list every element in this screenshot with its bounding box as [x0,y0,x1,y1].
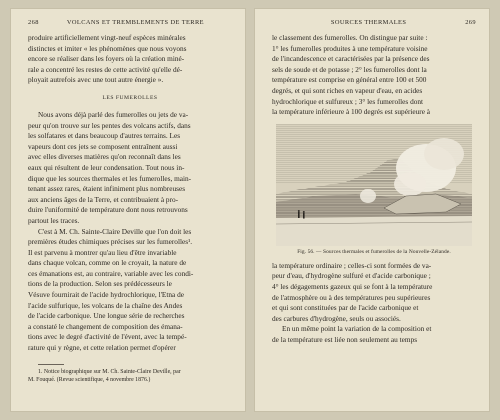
engraving-figure [276,124,472,255]
right-running-title: SOURCES THERMALES [330,19,407,26]
right-page-header [272,18,476,27]
left-paragraph-3: C'est à M. Ch. Sainte-Claire Deville que l'on doit les premières études chimiques précises sur les fumerolles¹. Il est parvenu à montrer qu'au lieu d'être invariable dans chaque volcan, comme on le croyait, la nature de ces émanations est, au contraire, variable avec les condi- tions de la production. Selon ses prédécesseurs le Vésuve fournirait de l'acide hydrochlorique, l'Etna de l'acide sulfurique, les volcans de la chaîne des Andes de l'acide carbonique. Une longue série de recherches a constaté le changement de composition des émana- tions avec le degré d'activité de l'évent, avec la tempé- rature qui y règne, et cette relation permet d'opérer [28,226,194,353]
footnote-rule [38,364,64,365]
right-paragraph-1: le classement des fumerolles. On distingue par suite : 1° les fumerolles produites à une température voisine de l'incandescence et caractérisées par la présence des sels de soude et de potasse ; 2° les fumerolles dont la température est comprise en général entre 100 et 500 degrés, et qui sont riches en vapeur d'eau, en acides hydrochlorique et sulfureux ; 3° les fumerolles dont la température inférieure à 100 degrés est supérieure à [272,33,431,117]
right-page [254,8,490,412]
right-page-body-continued [272,261,476,346]
section-title: LES FUMEROLLES [102,94,158,101]
left-page [10,8,246,412]
left-page-header [28,18,232,27]
footnote-text: 1. Notice biographique sur M. Ch. Sainte-Claire Deville, par M. Fouqué. (Revue scientifique, 4 novembre 1876.) [28,368,181,383]
right-paragraph-3: En un même point la variation de la composition et de la température est liée non seulement au temps [272,324,432,344]
right-page-body [272,33,476,118]
fumarole-plume [360,189,376,203]
left-paragraph-1: produire artificiellement vingt-neuf espèces minérales distinctes et imiter « les phénomènes que nous voyons encore se réaliser dans les foyers où la création miné- rale a concentré les restes de cette activité qu'elle dé- ployait autrefois avec une tout autre énergie ». [28,33,187,85]
figure-caption: Fig. 56. — Sources thermales et fumerolles de la Nouvelle-Zélande. [297,248,451,255]
steam-cloud-upper [424,138,464,170]
footnote [28,368,232,384]
right-page-number: 269 [465,19,476,26]
left-running-title: VOLCANS ET TREMBLEMENTS DE TERRE [66,19,204,26]
foreground-plain [276,216,472,246]
landscape-engraving [276,124,472,246]
right-paragraph-2: la température ordinaire ; celles-ci sont formées de va- peur d'eau, d'hydrogène sulfuré et d'acide carbonique ; 4° les dégagements gazeux qui se font à la température de l'atmosphère ou à des températures peu supérieures et qui sont constituées par de l'acide carbonique et des carbures d'hydrogène, seuls ou associés. [272,260,433,323]
left-page-number: 268 [28,19,39,26]
left-page-body [28,33,232,354]
left-paragraph-2: Nous avons déjà parlé des fumerolles ou jets de va- peur qu'on trouve sur les pentes des volcans actifs, dans les solfatares et dans beaucoup d'autres terrains. Les vapeurs dont ces jets se composent entraînent aussi avec elles diverses matières qu'on reconnaît dans les eaux qui résultent de leur condensation. Tout nous in- dique que les sources thermales et les fumerolles, main- tenant assez rares, étaient infiniment plus nombreuses aux anciens âges de la Terre, et contribuaient à pro- duire l'uniformité de température dont nous retrouvons partout les traces. [28,109,192,225]
steam-cloud-lower [394,172,426,196]
